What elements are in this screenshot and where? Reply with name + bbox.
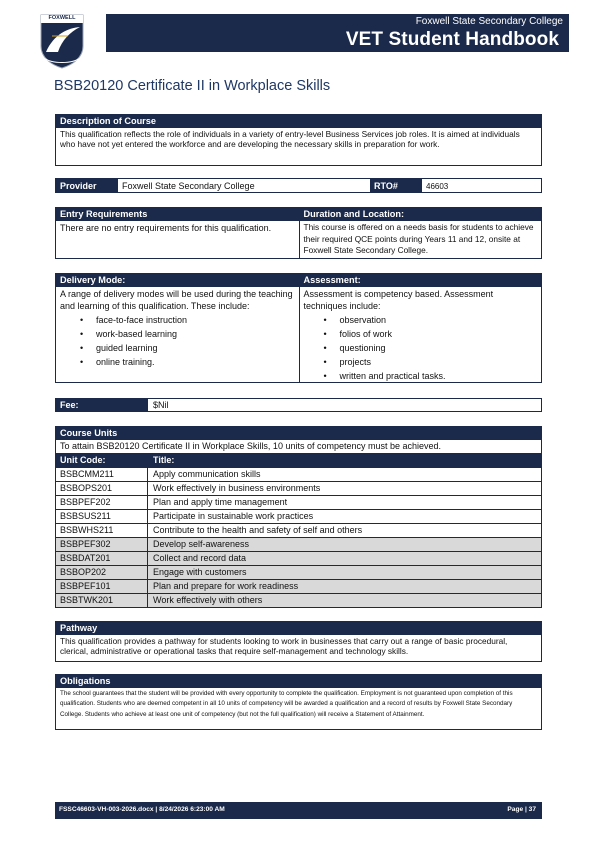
college-logo — [38, 12, 86, 70]
fee-label: Fee: — [56, 399, 148, 411]
unit-title: Plan and prepare for work readiness — [153, 581, 299, 591]
table-row — [56, 565, 541, 579]
school-name: Foxwell State Secondary College — [415, 16, 563, 27]
fee-value: $Nil — [153, 400, 169, 410]
table-row — [56, 579, 541, 593]
assessment — [299, 274, 542, 382]
delivery-heading: Delivery Mode: — [56, 274, 299, 287]
units-intro: To attain BSB20120 Certificate II in Workplace Skills, 10 units of competency must be achieved. — [60, 441, 442, 451]
list-item: • observation — [304, 313, 538, 327]
list-item: • face-to-face instruction — [60, 313, 295, 327]
provider-label: Provider — [56, 179, 118, 192]
obligations-section — [55, 674, 542, 730]
pathway-section — [55, 621, 542, 662]
page-number: Page | 37 — [507, 806, 536, 813]
unit-title: Engage with customers — [153, 567, 247, 577]
rto-label: RTO# — [370, 179, 422, 192]
table-row — [56, 593, 541, 607]
unit-title: Apply communication skills — [153, 469, 261, 479]
unit-title: Plan and apply time management — [153, 497, 288, 507]
document-reference: FSSC46603-VH-003-2026.docx | 8/24/2026 6:23:00 AM — [59, 806, 225, 813]
entry-text: There are no entry requirements for this qualification. — [60, 223, 272, 233]
unit-code: BSBPEF202 — [56, 496, 148, 509]
unit-title: Work effectively with others — [153, 595, 263, 605]
table-row — [56, 467, 541, 481]
description-text: This qualification reflects the role of individuals in a variety of entry-level Business Services job roles. It is aimed at individuals who have not yet entered the workforce and are developing the necessary skills in preparation for work. — [60, 129, 520, 150]
delivery-assessment-section — [55, 273, 542, 383]
handbook-title: VET Student Handbook — [345, 29, 559, 50]
units-table-header — [56, 453, 541, 467]
rto-value: 46603 — [426, 182, 449, 191]
table-row — [56, 551, 541, 565]
unit-code: BSBPEF302 — [56, 538, 148, 551]
assessment-intro: Assessment is competency based. Assessment techniques include: — [303, 289, 494, 311]
table-row — [56, 523, 541, 537]
unit-title: Develop self-awareness — [153, 539, 250, 549]
unit-code: BSBSUS211 — [56, 510, 148, 523]
list-item: • questioning — [304, 341, 538, 355]
duration-location — [299, 208, 542, 258]
list-item: • guided learning — [60, 341, 295, 355]
unit-code: BSBDAT201 — [56, 552, 148, 565]
unit-code: BSBPEF101 — [56, 580, 148, 593]
course-units-section — [55, 426, 542, 608]
unit-code: BSBTWK201 — [56, 594, 148, 607]
duration-text: This course is offered on a needs basis for students to achieve their required QCE points during Years 11 and 12, onsite at Foxwell State Secondary College. — [303, 222, 534, 255]
unit-title: Work effectively in business environments — [153, 483, 321, 493]
page-title: BSB20120 Certificate II in Workplace Skills — [54, 78, 331, 94]
list-item: • folios of work — [304, 327, 538, 341]
obligations-heading: Obligations — [56, 675, 541, 688]
provider-value: Foxwell State Secondary College — [122, 181, 255, 191]
delivery-list — [60, 313, 295, 369]
table-row — [56, 509, 541, 523]
header-banner — [106, 14, 569, 52]
col-unit-code: Unit Code: — [56, 454, 148, 467]
units-heading: Course Units — [56, 427, 541, 440]
description-section — [55, 114, 542, 166]
unit-code: BSBCMM211 — [56, 468, 148, 481]
unit-title: Contribute to the health and safety of self and others — [153, 525, 363, 535]
page-footer — [55, 802, 542, 819]
col-title: Title: — [153, 455, 175, 465]
duration-heading: Duration and Location: — [300, 208, 542, 221]
table-row — [56, 537, 541, 551]
table-row — [56, 495, 541, 509]
pathway-text: This qualification provides a pathway for students looking to work in businesses that carry out a range of basic procedural, clerical, administrative or operational tasks that require self-management and technology skills. — [60, 636, 508, 657]
unit-code: BSBOP202 — [56, 566, 148, 579]
unit-title: Collect and record data — [153, 553, 247, 563]
provider-row — [55, 178, 542, 193]
table-row — [56, 481, 541, 495]
fee-row — [55, 398, 542, 412]
entry-requirements — [56, 208, 299, 258]
description-heading: Description of Course — [56, 115, 541, 128]
assessment-list — [304, 313, 538, 383]
list-item: • work-based learning — [60, 327, 295, 341]
logo-wordmark: FOXWELL — [48, 15, 76, 21]
delivery-mode — [56, 274, 299, 382]
list-item: • projects — [304, 355, 538, 369]
entry-heading: Entry Requirements — [56, 208, 299, 221]
entry-duration-section — [55, 207, 542, 259]
unit-code: BSBWHS211 — [56, 524, 148, 537]
unit-title: Participate in sustainable work practices — [153, 511, 314, 521]
delivery-intro: A range of delivery modes will be used during the teaching and learning of this qualification. These include: — [60, 289, 293, 311]
list-item: • online training. — [60, 355, 295, 369]
list-item: • written and practical tasks. — [304, 369, 538, 383]
pathway-heading: Pathway — [56, 622, 541, 635]
obligations-text: The school guarantees that the student will be provided with every opportunity to complete the qualification. Employment is not guaranteed upon completion of this qualification. Students who are deemed competent in all 10 units of competency will be awarded a qualification and a record of results by Foxwell State Secondary College. Students who achieve at least one unit of competency (but not the full qualification) will receive a Statement of Attainment. — [60, 690, 513, 718]
unit-code: BSBOPS201 — [56, 482, 148, 495]
assessment-heading: Assessment: — [300, 274, 542, 287]
